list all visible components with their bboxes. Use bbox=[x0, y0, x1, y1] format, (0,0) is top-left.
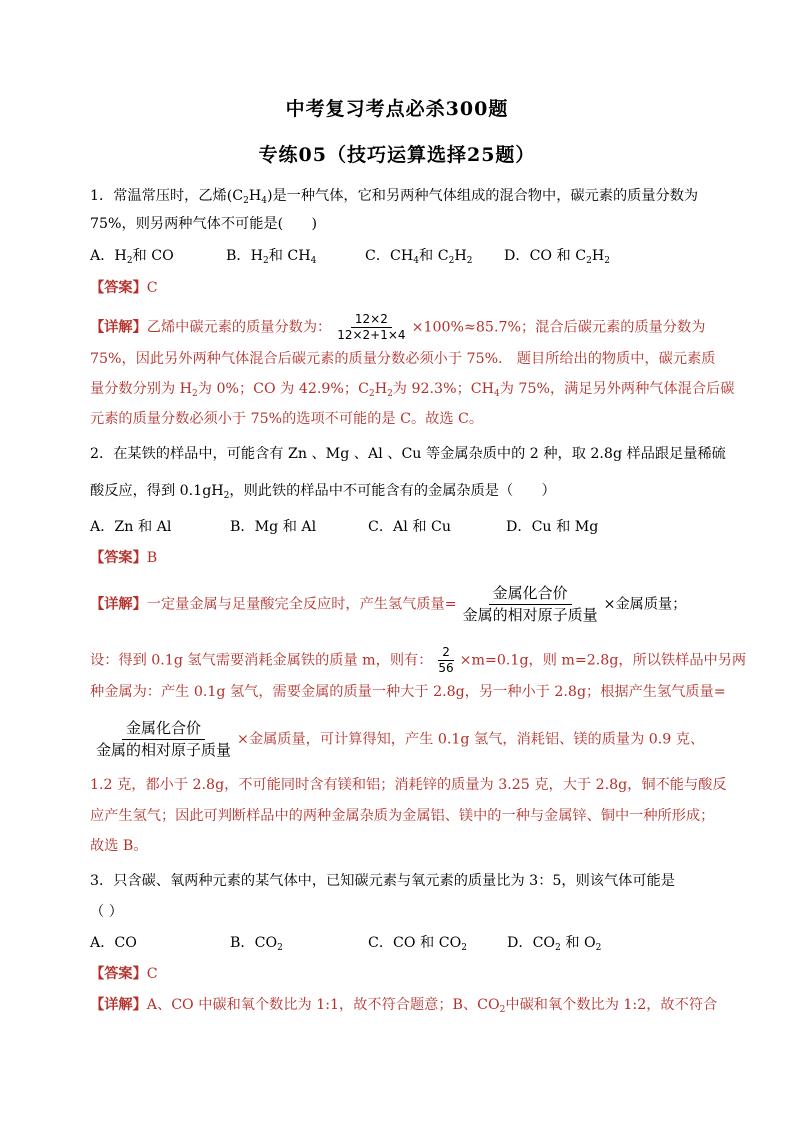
q2-detail-line2: 设：得到 0.1g 氢气需要消耗金属铁的质量 m，则有： $\frac{2}{56}$ ×m=0.1g，则 m=2.8g，所以铁样品中另两 bbox=[90, 645, 747, 675]
q3-options bbox=[90, 933, 601, 958]
q2-option-c: C．Al 和 Cu bbox=[368, 519, 452, 535]
page-title: 中考复习考点必杀300题 bbox=[285, 98, 509, 120]
q1-option-c: C．$CH_4$和 $C_2H_2$ bbox=[365, 248, 473, 266]
q1-stem-line2: 75%，则另两种气体不可能是( ) bbox=[90, 216, 318, 232]
q3-stem-line1: 3．只含碳、氧两种元素的某气体中，已知碳元素与氧元素的质量比为 3：5，则该气体可能是 bbox=[90, 873, 675, 889]
q1-detail-line3: 量分数分别为 $H_2$为 0%；CO 为 42.9%；$C_2H_2$为 92.3%；$CH_4$为 75%，满足另外两种气体混合后碳 bbox=[90, 381, 735, 399]
q2-detail-line7: 故选 B。 bbox=[90, 838, 148, 854]
q2-detail-line3: 种金属为：产生 0.1g 氢气，需要金属的质量一种大于 2.8g，另一种小于 2.8g；根据产生氢气质量= bbox=[90, 684, 726, 700]
q2-option-a: A．Zn 和 Al bbox=[90, 519, 172, 535]
q2-detail-line6: 应产生氢气；因此可判断样品中的两种金属杂质为金属铝、镁中的一种与金属锌、铜中一种所形成； bbox=[90, 808, 715, 824]
q2-detail-line1: 【详解】一定量金属与足量酸完全反应时，产生氢气质量= $\frac{\text{金属化合价}}{\text{金属的相对原子质量}}$ ×金属质量； bbox=[90, 584, 687, 624]
q2-answer: 【答案】B bbox=[90, 550, 158, 566]
q1-detail-line4: 元素的质量分数必须小于 75%的选项不可能的是 C。故选 C。 bbox=[90, 411, 484, 427]
q3-option-c: C．CO 和 $CO_2$ bbox=[368, 935, 467, 953]
q1-stem-line1: 1．常温常压时，乙烯$(C_2H_4)$是一种气体，它和另两种气体组成的混合物中，碳元素的质量分数为 bbox=[90, 188, 699, 206]
q1-fraction: $\frac{12\times 2}{12\times 2+1\times 4}$ bbox=[337, 312, 406, 342]
q3-stem-line2: （ ） bbox=[90, 904, 123, 920]
page-subtitle: 专练05（技巧运算选择25题） bbox=[258, 144, 536, 166]
q2-stem-line1: 2．在某铁的样品中，可能含有 Zn 、Mg 、Al 、Cu 等金属杂质中的 2 种，取 2.8g 样品跟足量稀硫 bbox=[90, 446, 726, 462]
q2-fraction2: $\frac{2}{56}$ bbox=[438, 645, 454, 675]
q1-answer: 【答案】C bbox=[90, 280, 158, 296]
q1-option-d: D．CO 和 $C_2H_2$ bbox=[504, 248, 610, 266]
q1-option-a: A．$H_2$和 CO bbox=[90, 248, 174, 266]
q3-option-b: B．$CO_2$ bbox=[230, 935, 283, 953]
q1-options bbox=[90, 246, 610, 271]
q3-answer: 【答案】C bbox=[90, 966, 158, 982]
q2-fraction1: $\frac{\text{金属化合价}}{\text{金属的相对原子质量}}$ bbox=[462, 584, 598, 624]
q3-detail-line1: 【详解】A、CO 中碳和氧个数比为 1:1，故不符合题意；B、$CO_2$中碳和氧个数比为 1:2，故不符合 bbox=[90, 997, 718, 1015]
q1-detail-line2: 75%，因此另外两种气体混合后碳元素的质量分数必须小于 75%． 题目所给出的物质中，碳元素质 bbox=[90, 351, 716, 367]
q3-option-a: A．CO bbox=[90, 935, 137, 951]
q2-option-b: B．Mg 和 Al bbox=[230, 519, 317, 535]
q2-option-d: D．Cu 和 Mg bbox=[506, 519, 599, 535]
q2-fraction3: $\frac{\text{金属化合价}}{\text{金属的相对原子质量}}$ bbox=[96, 719, 232, 759]
q1-option-b: B．$H_2$和 $CH_4$ bbox=[226, 248, 317, 266]
q2-detail-line4: $\frac{\text{金属化合价}}{\text{金属的相对原子质量}}$ ×金属质量，可计算得知，产生 0.1g 氢气，消耗铝、镁的质量为 0.9 克、 bbox=[90, 718, 704, 761]
q1-detail-line1: 【详解】乙烯中碳元素的质量分数为： $\frac{12\times 2}{12\times 2+1\times 4}$ ×100%≈85.7%；混合后碳元素的质量分数为 bbox=[90, 312, 706, 342]
q2-stem-line2: 酸反应，得到 $0.1gH_2$，则此铁的样品中不可能含有的金属杂质是（ ） bbox=[90, 483, 556, 501]
q2-detail-line5: 1.2 克，都小于 2.8g，不可能同时含有镁和铝；消耗锌的质量为 3.25 克，大于 2.8g，铜不能与酸反 bbox=[90, 777, 727, 793]
q3-option-d: D．$CO_2$ 和 $O_2$ bbox=[507, 935, 602, 953]
q2-options bbox=[90, 517, 598, 537]
